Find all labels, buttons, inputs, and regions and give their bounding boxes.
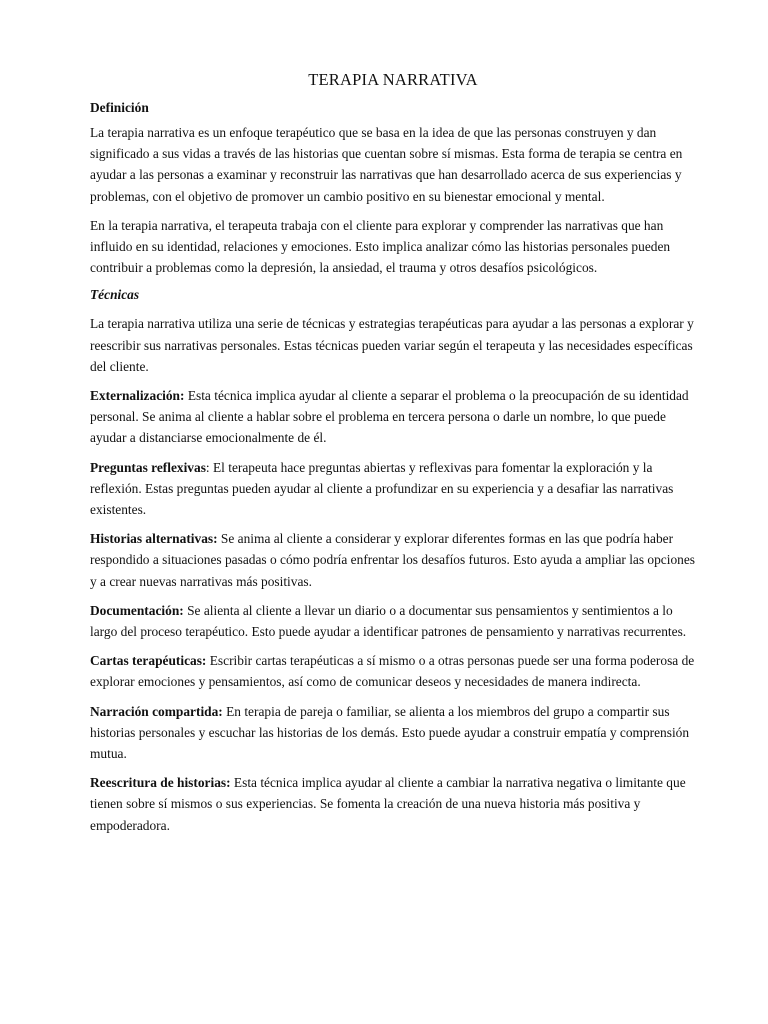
technique-text: Esta técnica implica ayudar al cliente a separar el problema o la preocupación de su identidad personal. Se anima al cliente a hablar sobre el problema en tercera persona o darle un nombre, lo que puede ayudar a distanciarse emocionalmente de él. [90, 388, 689, 446]
technique-text: Se alienta al cliente a llevar un diario o a documentar sus pensamientos y sentimientos a lo largo del proceso terapéutico. Esto puede ayudar a identificar patrones de pensamiento y narrativas recurrentes. [90, 602, 687, 640]
document-title: TERAPIA NARRATIVA [308, 70, 478, 89]
definition-heading: Definición [90, 100, 149, 115]
techniques-intro: La terapia narrativa utiliza una serie de técnicas y estrategias terapéuticas para ayudar a las personas a explorar y reescribir sus narrativas personales. Estas técnicas pueden variar según el terapeuta y las necesidades específicas del cliente. [90, 316, 694, 374]
technique-reescritura-historias [90, 772, 696, 836]
technique-term: Historias alternativas: [90, 531, 218, 547]
technique-term: Preguntas reflexivas [90, 459, 206, 475]
technique-cartas-terapeuticas [90, 650, 696, 692]
technique-documentacion [90, 600, 696, 642]
technique-text: Escribir cartas terapéuticas a sí mismo o a otras personas puede ser una forma poderosa de explorar emociones y pensamientos, así como de comunicar deseos y necesidades de manera indirecta. [90, 653, 695, 690]
technique-narracion-compartida [90, 701, 696, 765]
technique-text: En terapia de pareja o familiar, se alienta a los miembros del grupo a compartir sus historias personales y escuchar las historias de los demás. Esto puede ayudar a construir empatía y comprensión mutua. [90, 703, 690, 762]
technique-text: Esta técnica implica ayudar al cliente a cambiar la narrativa negativa o limitante que tienen sobre sí mismos o sus experiencias. Se fomenta la creación de una nueva historia más positiva y empoderadora. [90, 775, 686, 833]
definition-paragraph-1: La terapia narrativa es un enfoque terapéutico que se basa en la idea de que las personas construyen y dan significado a sus vidas a través de las historias que cuentan sobre sí mismas. Esta forma de terapia se centra en ayudar a las personas a examinar y reconstruir las narrativas que han desarrollado acerca de sus experiencias y problemas, con el objetivo de promover un cambio positivo en su bienestar emocional y mental. [90, 125, 683, 204]
technique-text: Se anima al cliente a considerar y explorar diferentes formas en las que podría haber respondido a situaciones pasadas o cómo podría enfrentar los desafíos futuros. Esto ayuda a ampliar las opciones y a crear nuevas narrativas más positivas. [90, 531, 696, 589]
technique-term: Externalización: [90, 388, 185, 404]
technique-term: Cartas terapéuticas: [90, 653, 207, 669]
technique-preguntas-reflexivas [90, 457, 696, 521]
techniques-heading: Técnicas [90, 287, 140, 303]
technique-term: Documentación: [90, 602, 184, 618]
technique-historias-alternativas [90, 528, 696, 592]
definition-paragraph-2: En la terapia narrativa, el terapeuta trabaja con el cliente para explorar y comprender las narrativas que han influido en su identidad, relaciones y emociones. Esto implica analizar cómo las historias personales pueden contribuir a problemas como la depresión, la ansiedad, el trauma y otros desafíos psicológicos. [90, 217, 671, 276]
technique-externalizacion [90, 385, 696, 449]
technique-term: Narración compartida: [90, 703, 223, 719]
technique-text: : El terapeuta hace preguntas abiertas y reflexivas para fomentar la exploración y la reflexión. Estas preguntas pueden ayudar al cliente a profundizar en su experiencia y a desafiar las narrativas existentes. [90, 459, 674, 518]
technique-term: Reescritura de historias: [90, 775, 231, 791]
